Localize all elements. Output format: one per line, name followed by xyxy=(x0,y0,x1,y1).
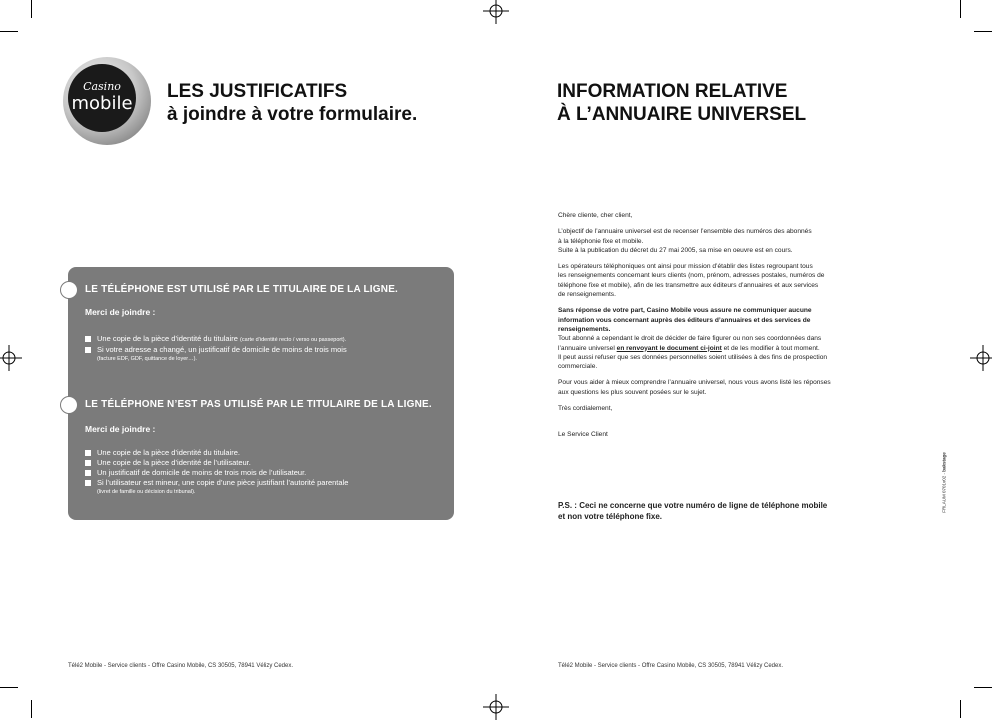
list-item xyxy=(85,478,348,496)
text-line: à la téléphonie fixe et mobile. xyxy=(558,237,644,245)
letter-body xyxy=(558,211,883,447)
registration-mark-icon xyxy=(483,694,509,720)
crop-mark xyxy=(960,0,961,18)
list-item xyxy=(85,448,348,458)
logo-icon xyxy=(60,56,154,146)
page-title-left xyxy=(167,80,417,126)
title-line: INFORMATION RELATIVE xyxy=(557,81,788,102)
list-item xyxy=(85,458,348,468)
section-title: LE TÉLÉPHONE N’EST PAS UTILISÉ PAR LE TITULAIRE DE LA LIGNE. xyxy=(85,399,432,410)
title-line: à joindre à votre formulaire. xyxy=(167,104,418,125)
code-brand: bakstage xyxy=(941,452,947,472)
section-subtitle: Merci de joindre : xyxy=(85,424,156,434)
text-line: Les opérateurs téléphoniques ont ainsi pour mission d’établir des listes regroupant tous xyxy=(558,263,813,271)
text-line: Tout abonné a cependant le droit de décider de faire figurer ou non ses coordonnées dans xyxy=(558,335,822,343)
item-text: Un justificatif de domicile de moins de trois mois de l’utilisateur. xyxy=(97,468,307,477)
list-item xyxy=(85,345,347,363)
item-text: Une copie de la pièce d’identité de l’utilisateur. xyxy=(97,458,251,467)
text-line: et de les modifier à tout moment. xyxy=(721,344,820,352)
crop-mark xyxy=(31,0,32,18)
crop-mark xyxy=(0,687,18,688)
text-line: Suite à la publication du décret du 27 mai 2005, sa mise en oeuvre est en cours. xyxy=(558,246,793,254)
crop-mark xyxy=(0,31,18,32)
item-text: Une copie de la pièce d’identité du titulaire xyxy=(97,334,238,343)
paragraph xyxy=(558,378,883,397)
footer-right: Télé2 Mobile - Service clients - Offre Casino Mobile, CS 30505, 78941 Vélizy Cedex. xyxy=(558,663,783,669)
footer-left: Télé2 Mobile - Service clients - Offre Casino Mobile, CS 30505, 78941 Vélizy Cedex. xyxy=(68,663,293,669)
crop-mark xyxy=(960,700,961,718)
text-line: l’annuaire universel xyxy=(558,344,617,352)
justificatifs-panel xyxy=(68,267,454,520)
bullet-circle-icon xyxy=(60,281,78,299)
document-list xyxy=(85,334,347,363)
registration-mark-icon xyxy=(970,345,992,371)
casino-mobile-logo xyxy=(60,56,154,146)
side-reference-code xyxy=(942,433,947,533)
title-line: À L’ANNUAIRE UNIVERSEL xyxy=(557,104,807,125)
item-text: Une copie de la pièce d’identité du titulaire. xyxy=(97,448,241,457)
text-line: les renseignements concernant leurs clients (nom, prénom, adresses postales, numéros de xyxy=(558,272,825,280)
text-line-bold: Sans réponse de votre part, Casino Mobile vous assure ne communiquer aucune xyxy=(558,307,812,315)
list-item xyxy=(85,334,347,345)
svg-text:mobile: mobile xyxy=(71,93,133,114)
signature: Le Service Client xyxy=(558,431,608,439)
title-line: LES JUSTIFICATIFS xyxy=(167,81,348,102)
text-line: P.S. : Ceci ne concerne que votre numéro de ligne de téléphone mobile xyxy=(558,501,828,510)
registration-mark-icon xyxy=(483,0,509,24)
item-note: (carte d’identité recto / verso ou passeport). xyxy=(240,337,347,343)
crop-mark xyxy=(974,687,992,688)
closing: Très cordialement, xyxy=(558,405,613,413)
postscript xyxy=(558,500,827,522)
highlight-text: en renvoyant le document ci-joint xyxy=(616,344,722,352)
text-line-bold: information vous concernant auprès des éditeurs d’annuaires et des services de xyxy=(558,316,811,324)
crop-mark xyxy=(974,31,992,32)
item-text: Si votre adresse a changé, un justificatif de domicile de moins de trois mois xyxy=(97,345,347,354)
text-line-bold: renseignements. xyxy=(558,325,611,333)
item-note: (livret de famille ou décision du tribunal). xyxy=(97,489,196,495)
code-text: FRLAUM 0701v02 - xyxy=(941,471,947,513)
item-text: Si l’utilisateur est mineur, une copie d’une pièce justifiant l’autorité parentale xyxy=(97,478,349,487)
text-line: Il peut aussi refuser que ses données personnelles soient utilisées à des fins de prospection xyxy=(558,353,828,361)
text-line: aux questions les plus souvent posées sur le sujet. xyxy=(558,388,707,396)
section-subtitle: Merci de joindre : xyxy=(85,307,156,317)
list-item xyxy=(85,468,348,478)
greeting: Chère cliente, cher client, xyxy=(558,212,633,219)
document-list xyxy=(85,448,348,496)
section-title: LE TÉLÉPHONE EST UTILISÉ PAR LE TITULAIRE DE LA LIGNE. xyxy=(85,284,399,295)
registration-mark-icon xyxy=(0,345,22,371)
page-title-right xyxy=(557,80,806,126)
text-line: et non votre téléphone fixe. xyxy=(558,512,663,521)
text-line: commerciale. xyxy=(558,363,598,371)
text-line: téléphone fixe et mobile), afin de les transmettre aux éditeurs d’annuaires et aux services xyxy=(558,281,819,289)
svg-text:Casino: Casino xyxy=(83,80,121,93)
paragraph xyxy=(558,262,883,299)
text-line: de renseignements. xyxy=(558,291,616,299)
paragraph xyxy=(558,227,883,255)
paragraph xyxy=(558,306,883,371)
text-line: Pour vous aider à mieux comprendre l’annuaire universel, nous vous avons listé les réponses xyxy=(558,379,831,387)
item-note: (facture EDF, GDF, quittance de loyer…). xyxy=(97,356,197,362)
text-line: L’objectif de l’annuaire universel est de recenser l’ensemble des numéros des abonnés xyxy=(558,228,812,236)
bullet-circle-icon xyxy=(60,396,78,414)
crop-mark xyxy=(31,700,32,718)
